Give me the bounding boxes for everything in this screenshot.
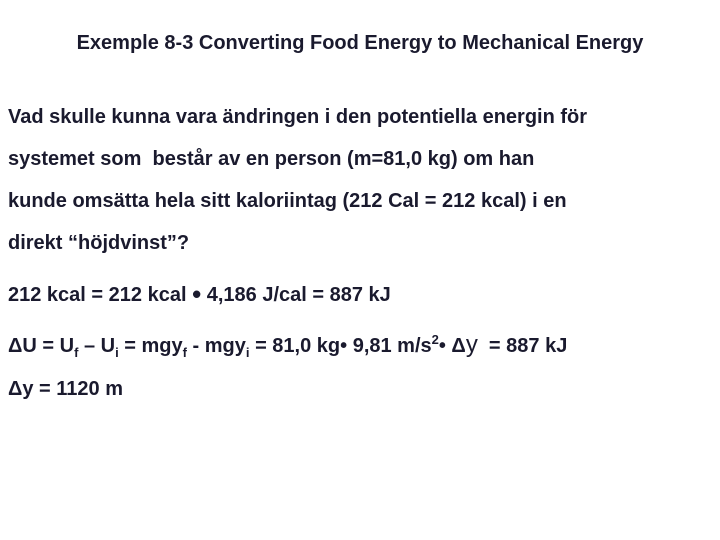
question-line: Vad skulle kunna vara ändringen i den potentiella energin för (8, 106, 588, 128)
superscript-2: 2 (431, 332, 439, 347)
eq2-part: = 81,0 kg• 9,81 m/s (249, 335, 432, 357)
subscript-i: i (115, 345, 119, 360)
slide-title: Exemple 8-3 Converting Food Energy to Mechanical Energy (76, 32, 644, 54)
energy-conversion-equation (8, 281, 391, 308)
subscript-f: f (182, 345, 187, 360)
multiply-bullet: • (192, 279, 202, 309)
eq1-right: 4,186 J/cal = 887 kJ (201, 284, 391, 306)
height-result: Δy = 1120 m (8, 378, 124, 400)
potential-energy-equation (8, 332, 567, 359)
question-line: kunde omsätta hela sitt kaloriintag (212 Cal = 212 kcal) i en (8, 190, 567, 212)
variable-y: y (465, 331, 478, 358)
eq2-part: = mgy (118, 335, 183, 357)
eq2-part: - mgy (186, 335, 246, 357)
question-text (8, 96, 708, 264)
eq2-part: • Δ (438, 335, 466, 357)
eq2-part: ΔU = U (8, 335, 75, 357)
subscript-f: f (74, 345, 79, 360)
subscript-i: i (245, 345, 250, 360)
question-line: systemet som består av en person (m=81,0 kg) om han (8, 148, 535, 170)
eq2-part: = 887 kJ (477, 335, 568, 357)
eq2-part: – U (78, 335, 116, 357)
eq1-left: 212 kcal = 212 kcal (8, 284, 193, 306)
question-line: direkt “höjdvinst”? (8, 232, 190, 254)
